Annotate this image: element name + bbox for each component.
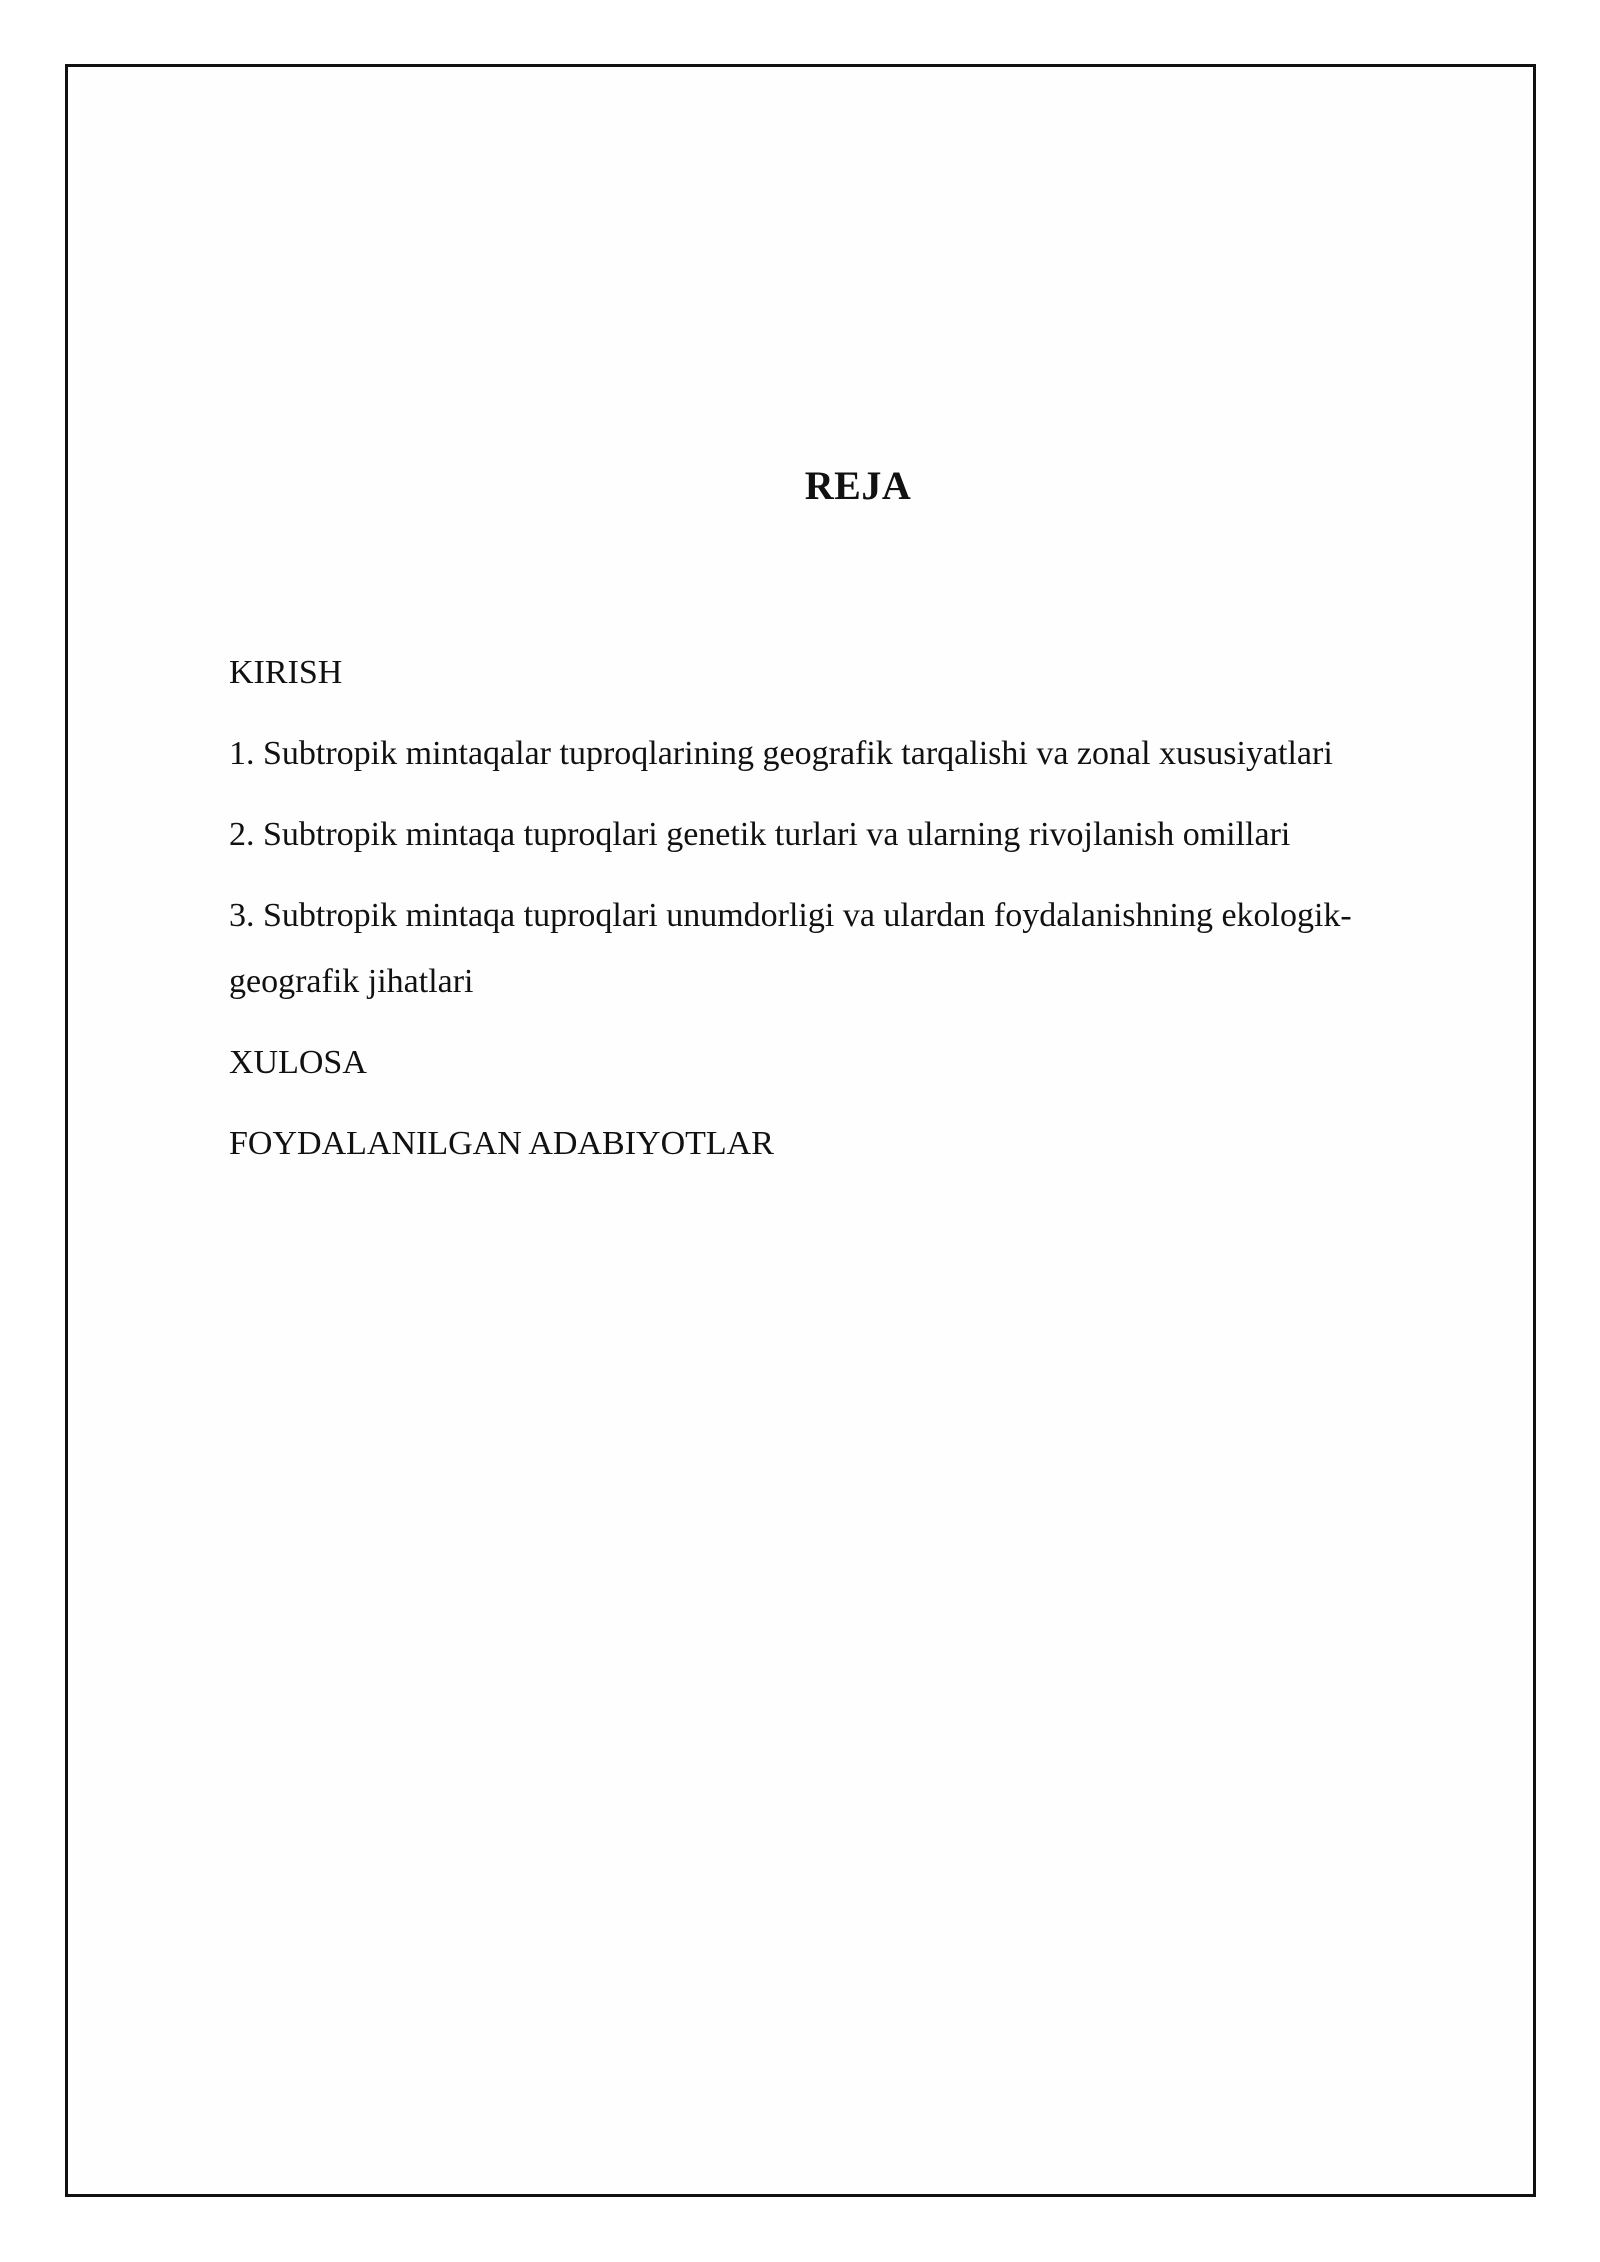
plan-item-1: 1. Subtropik mintaqalar tuproqlarining geografik tarqalishi va zonal xususiyatlari [229,735,1333,772]
plan-item-3: 3. Subtropik mintaqa tuproqlari unumdorligi va ulardan foydalanishning ekologik-geografik jihatlari [229,897,1352,1000]
plan-item-introduction: KIRISH [229,654,343,691]
plan-list [229,640,1481,1192]
page-title: REJA [804,463,912,508]
plan-item-references: FOYDALANILGAN ADABIYOTLAR [229,1125,774,1162]
plan-item-conclusion: XULOSA [229,1044,367,1081]
plan-item-2: 2. Subtropik mintaqa tuproqlari genetik turlari va ularning rivojlanish omillari [229,816,1291,853]
